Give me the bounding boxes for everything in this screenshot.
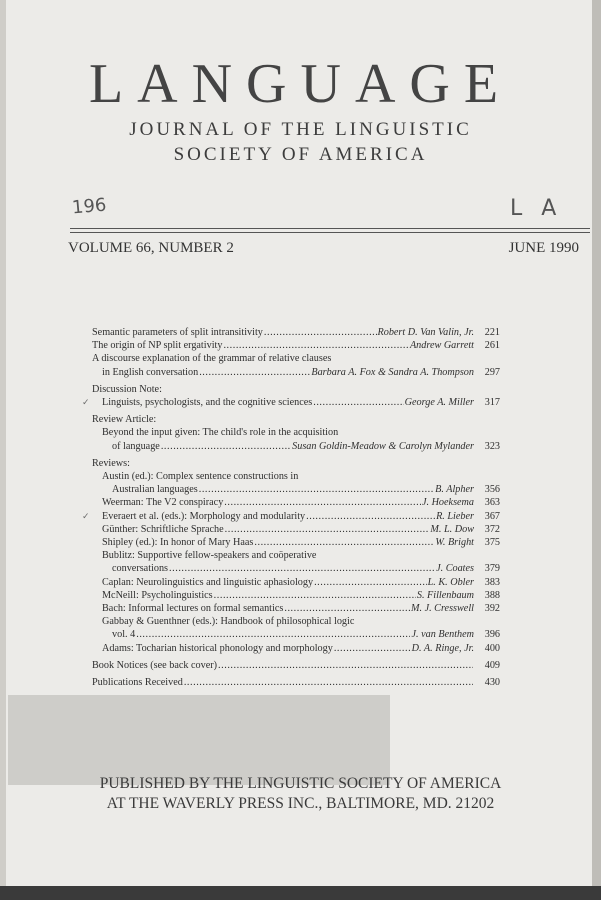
toc-entry: Günther: Schriftliche Sprache . . . M. L. Dow 372 <box>92 523 500 536</box>
toc-entry: Bach: Informal lectures on formal semantics . . . M. J. Cresswell 392 <box>92 602 500 615</box>
check-mark-icon: ✓ <box>82 397 90 408</box>
toc-entry-title: Austin (ed.): Complex sentence constructions in <box>102 471 299 483</box>
toc-entry: Adams: Tocharian historical phonology and morphology . . . D. A. Ringe, Jr. 400 <box>92 642 500 655</box>
toc-entry: ✓ Everaert et al. (eds.): Morphology and modularity . . . R. Lieber 367 <box>92 510 500 523</box>
journal-title: LANGUAGE <box>88 53 513 115</box>
toc-entry: in English conversation . . . Barbara A. Fox & Sandra A. Thompson 297 <box>92 366 500 379</box>
toc-entry-title: Bublitz: Supportive fellow-speakers and coöperative <box>102 550 317 562</box>
journal-subtitle-line2: SOCIETY OF AMERICA <box>173 144 428 165</box>
section-heading-reviews: Reviews: <box>92 457 130 469</box>
header-rule <box>70 232 590 233</box>
toc-entry-title: A discourse explanation of the grammar of relative clauses <box>92 353 332 365</box>
handwritten-note-right: L A <box>510 196 563 221</box>
toc-entry: Semantic parameters of split intransitivity . . . Robert D. Van Valin, Jr. 221 <box>92 326 500 339</box>
toc-entry: Shipley (ed.): In honor of Mary Haas . . . W. Bright 375 <box>92 536 500 549</box>
paper-stain <box>8 695 390 785</box>
toc-entry: ✓ Linguists, psychologists, and the cognitive sciences . . . George A. Miller 317 <box>92 396 500 409</box>
toc-entry-title: Beyond the input given: The child's role in the acquisition <box>102 427 339 439</box>
volume-number: VOLUME 66, NUMBER 2 <box>68 240 234 256</box>
journal-subtitle-line1: JOURNAL OF THE LINGUISTIC <box>129 119 472 140</box>
issue-date: JUNE 1990 <box>508 240 579 256</box>
toc-entry: Publications Received . . . 430 <box>92 676 500 689</box>
table-of-contents <box>82 326 500 689</box>
publisher-line2: AT THE WAVERLY PRESS INC., BALTIMORE, MD. 21202 <box>106 795 495 812</box>
toc-entry: of language . . . Susan Goldin-Meadow & Carolyn Mylander 323 <box>92 440 500 453</box>
toc-entry: Australian languages . . . B. Alpher 356 <box>92 483 500 496</box>
toc-entry: McNeill: Psycholinguistics . . . S. Fillenbaum 388 <box>92 589 500 602</box>
toc-entry: conversations . . . J. Coates 379 <box>92 562 500 575</box>
toc-entry: Weerman: The V2 conspiracy . . . J. Hoeksema 363 <box>92 496 500 509</box>
toc-entry: Caplan: Neurolinguistics and linguistic aphasiology . . . L. K. Obler 383 <box>92 576 500 589</box>
check-mark-icon: ✓ <box>82 510 90 521</box>
section-heading-discussion: Discussion Note: <box>92 383 162 395</box>
handwritten-note-left: 196 <box>71 194 108 219</box>
header-rule <box>70 228 590 229</box>
toc-entry: vol. 4 . . . J. van Benthem 396 <box>92 628 500 641</box>
section-heading-review-article: Review Article: <box>92 414 157 426</box>
publisher-line1: PUBLISHED BY THE LINGUISTIC SOCIETY OF AMERICA <box>99 775 502 792</box>
toc-entry-title: Gabbay & Guenthner (eds.): Handbook of philosophical logic <box>102 616 355 628</box>
toc-entry: The origin of NP split ergativity . . . Andrew Garrett 261 <box>92 339 500 352</box>
bottom-edge <box>0 886 601 900</box>
toc-entry: Book Notices (see back cover) . . . 409 <box>92 659 500 672</box>
